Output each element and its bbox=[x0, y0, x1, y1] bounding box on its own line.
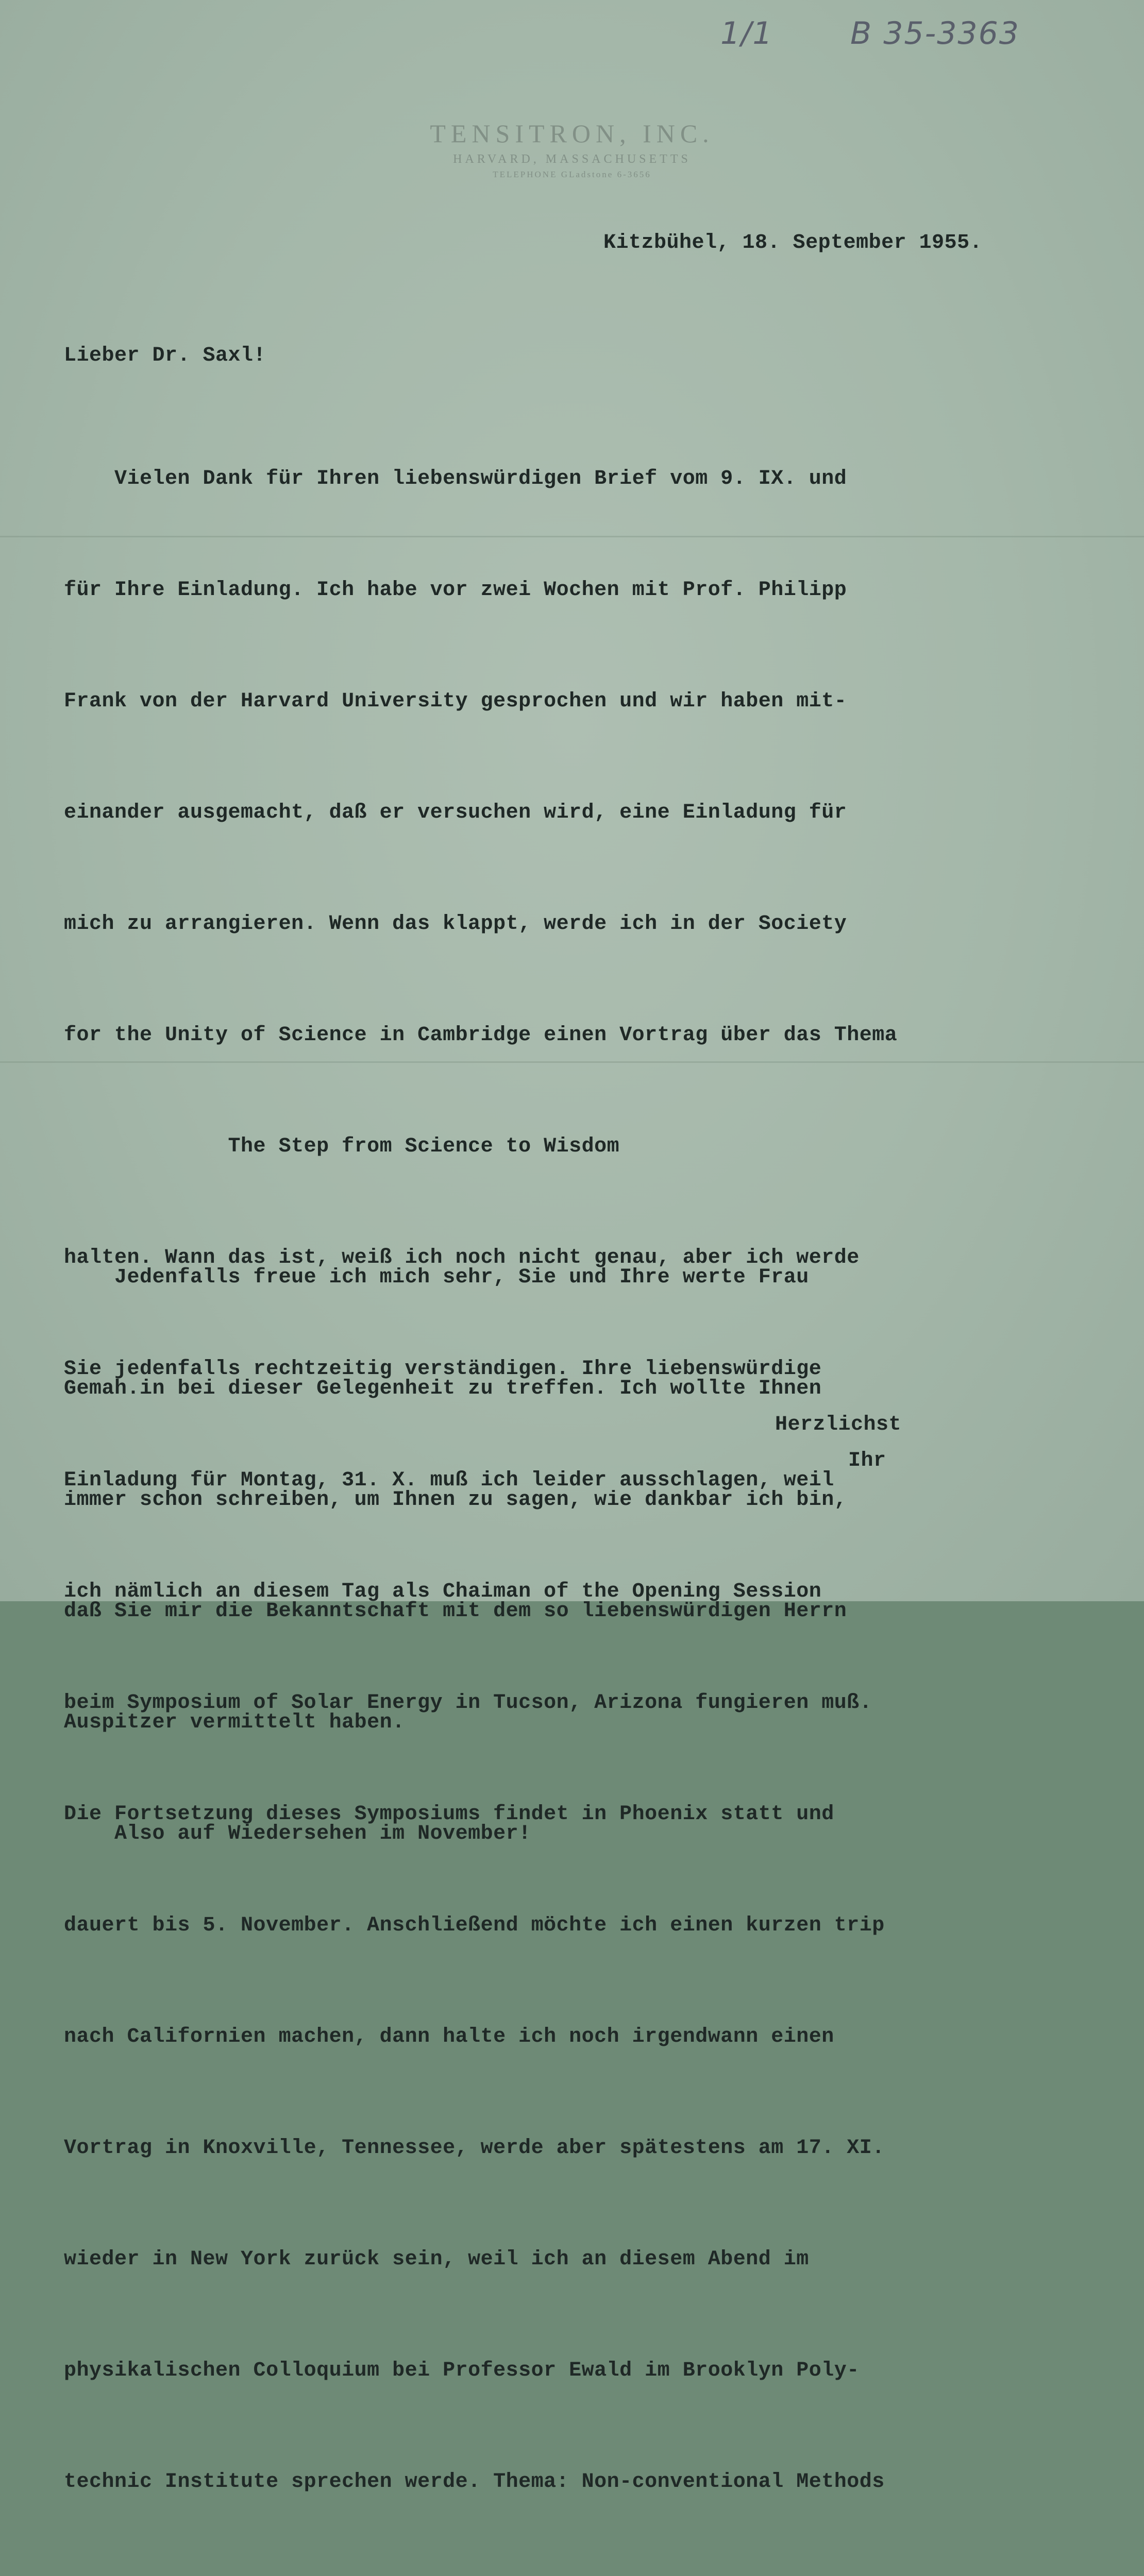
body-line: Also auf Wiedersehen im November! bbox=[64, 1822, 531, 1845]
body-line: beim Symposium of Solar Energy in Tucson, Arizona fungieren muß. bbox=[64, 1691, 872, 1715]
body-line bbox=[64, 2575, 897, 2576]
body-line: Vortrag in Knoxville, Tennessee, werde aber spätestens am 17. XI. bbox=[64, 2137, 885, 2160]
body-line: Vielen Dank für Ihren liebenswürdigen Brief vom 9. IX. und bbox=[64, 467, 847, 490]
lecture-title: The Step from Science to Wisdom bbox=[64, 1135, 620, 1158]
body-line: technic Institute sprechen werde. Thema: Non-conventional Methods bbox=[64, 2470, 885, 2494]
dateline: Kitzbühel, 18. September 1955. bbox=[603, 231, 983, 255]
salutation: Lieber Dr. Saxl! bbox=[64, 344, 266, 367]
letterhead-mirrored bbox=[361, 118, 783, 180]
body-line: Auspitzer vermittelt haben. bbox=[64, 1711, 405, 1734]
closing-2: Ihr bbox=[848, 1449, 886, 1472]
body-line: nach Californien machen, dann halte ich noch irgendwann einen bbox=[64, 2025, 834, 2048]
body-line: physikalischen Colloquium bei Professor Ewald im Brooklyn Poly- bbox=[64, 2359, 860, 2382]
body-line: daß Sie mir die Bekanntschaft mit dem so liebenswürdigen Herrn bbox=[64, 1600, 847, 1623]
letterhead-phone: TELEPHONE GLadstone 6-3656 bbox=[493, 170, 651, 179]
body-line: Gemah.in bei dieser Gelegenheit zu treffen. Ich wollte Ihnen bbox=[64, 1377, 822, 1400]
body-line: Jedenfalls freue ich mich sehr, Sie und Ihre werte Frau bbox=[64, 1266, 809, 1289]
body-line: halten. Wann das ist, weiß ich noch nicht genau, aber ich werde bbox=[64, 1246, 860, 1269]
body-line: mich zu arrangieren. Wenn das klappt, werde ich in der Society bbox=[64, 912, 847, 936]
letterhead-city: HARVARD, MASSACHUSETTS bbox=[453, 152, 691, 166]
body-line: for the Unity of Science in Cambridge einen Vortrag über das Thema bbox=[64, 1024, 898, 1047]
body-line: Frank von der Harvard University gesprochen und wir haben mit- bbox=[64, 690, 847, 713]
body-line: immer schon schreiben, um Ihnen zu sagen, wie dankbar ich bin, bbox=[64, 1488, 847, 1512]
body-line: einander ausgemacht, daß er versuchen wird, eine Einladung für bbox=[64, 801, 847, 824]
body-line: dauert bis 5. November. Anschließend möchte ich einen kurzen trip bbox=[64, 1914, 885, 1937]
archive-folio-mark: 1/1 bbox=[720, 15, 773, 52]
letterhead-company: TENSITRON, INC. bbox=[430, 119, 714, 148]
body-line: ich nämlich an diesem Tag als Chaiman of the Opening Session bbox=[64, 1580, 822, 1603]
closing: Herzlichst bbox=[775, 1413, 902, 1436]
body-line: Die Fortsetzung dieses Symposiums findet in Phoenix statt und bbox=[64, 1803, 834, 1826]
body-line: wieder in New York zurück sein, weil ich an diesem Abend im bbox=[64, 2248, 809, 2271]
body-paragraph-2 bbox=[64, 1185, 847, 1927]
body-line: Einladung für Montag, 31. X. muß ich leider ausschlagen, weil bbox=[64, 1469, 834, 1492]
archive-reference-mark: B 35-3363 bbox=[850, 15, 1020, 52]
body-line: für Ihre Einladung. Ich habe vor zwei Wochen mit Prof. Philipp bbox=[64, 579, 847, 602]
body-line: Sie jedenfalls rechtzeitig verständigen. Ihre liebenswürdige bbox=[64, 1358, 822, 1381]
